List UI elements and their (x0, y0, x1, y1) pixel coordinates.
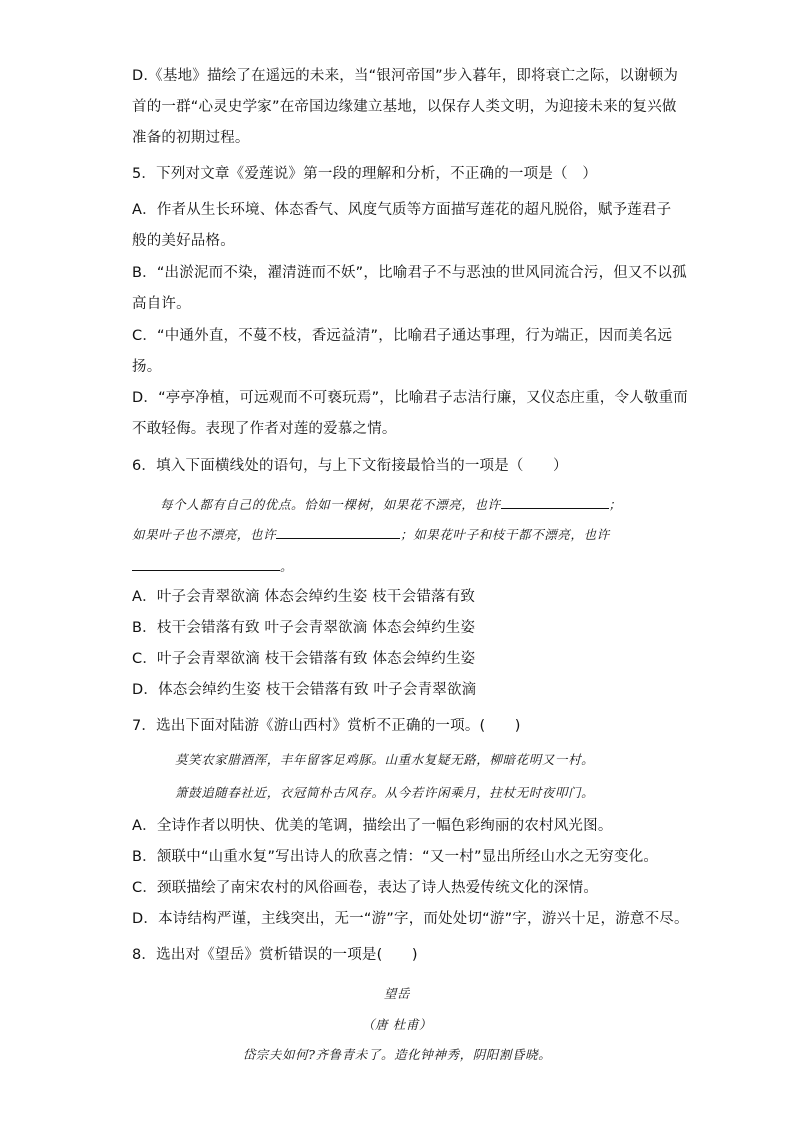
q7-option-b: B．颔联中“山重水复”写出诗人的欣喜之情：“又一村”显出所经山水之无穷变化。 (132, 849, 659, 865)
q6-stem: 6．填入下面横线处的语句，与上下文衔接最恰当的一项是（ ） (132, 458, 568, 474)
q8-poem-line-1: 岱宗夫如何?齐鲁青未了。造化钟神秀，阴阳割昏晓。 (242, 1047, 552, 1062)
q6-passage-text-1: 每个人都有自己的优点。恰如一棵树，如果花不漂亮，也许 (160, 497, 501, 512)
q6-option-a: A．叶子会青翠欲滴 体态会绰约生姿 枝干会错落有致 (132, 589, 476, 605)
q8-stem: 8．选出对《望岳》赏析错误的一项是( ) (132, 947, 418, 963)
q6-option-b: B．枝干会错落有致 叶子会青翠欲滴 体态会绰约生姿 (132, 620, 476, 636)
q5-option-c-line-1: C．“中通外直，不蔓不枝，香远益清”，比喻君子通达事理，行为端正，因而美名远 (132, 328, 673, 344)
q5-option-a-line-2: 般的美好品格。 (132, 233, 235, 249)
q6-passage-text-2: ； (608, 497, 622, 512)
q8-poem-author: （唐 杜甫） (361, 1017, 433, 1032)
q4-option-d-line-3: 准备的初期过程。 (132, 130, 250, 146)
q6-passage-text-5: 。 (280, 559, 294, 574)
q6-passage-line-2 (132, 524, 610, 544)
q6-passage-text-4: ；如果花叶子和枝干都不漂亮，也许 (400, 527, 610, 542)
q6-passage-text-3: 如果叶子也不漂亮，也许 (132, 527, 277, 542)
q7-stem: 7．选出下面对陆游《游山西村》赏析不正确的一项。( ) (132, 718, 521, 734)
q6-blank-1 (501, 494, 609, 509)
q5-option-c-line-2: 扬。 (132, 359, 162, 375)
q4-option-d-line-1: D.《基地》描绘了在遥远的未来，当“银河帝国”步入暮年，即将衰亡之际，以谢顿为 (132, 68, 679, 84)
q6-passage-line-3 (132, 556, 293, 576)
q7-option-c: C．颈联描绘了南宋农村的风俗画卷，表达了诗人热爱传统文化的深情。 (132, 880, 599, 896)
q7-option-a: A．全诗作者以明快、优美的笔调，描绘出了一幅色彩绚丽的农村风光图。 (132, 818, 613, 834)
q5-option-a-line-1: A．作者从生长环境、体态香气、风度气质等方面描写莲花的超凡脱俗，赋予莲君子 (132, 202, 672, 218)
q8-poem-title: 望岳 (383, 986, 411, 1001)
q6-passage-line-1 (160, 494, 622, 514)
q7-poem-line-2: 箫鼓追随春社近，衣冠简朴古风存。从今若许闲乘月，拄杖无时夜叩门。 (175, 785, 595, 800)
q6-blank-2 (276, 524, 400, 539)
q6-option-c: C．叶子会青翠欲滴 枝干会错落有致 体态会绰约生姿 (132, 651, 476, 667)
q5-option-d-line-2: 不敢轻侮。表现了作者对莲的爱慕之情。 (132, 421, 397, 437)
q4-option-d-line-2: 首的一群“心灵史学家”在帝国边缘建立基地，以保存人类文明，为迎接未来的复兴做 (132, 99, 677, 115)
q5-option-d-line-1: D．“亭亭净植，可远观而不可亵玩焉”，比喻君子志洁行廉，又仪态庄重，令人敬重而 (132, 390, 688, 406)
q6-blank-3 (132, 556, 280, 571)
q5-stem: 5．下列对文章《爱莲说》第一段的理解和分析，不正确的一项是（ ） (132, 166, 598, 182)
q7-option-d: D．本诗结构严谨，主线突出，无一“游”字，而处处切“游”字，游兴十足，游意不尽。 (132, 911, 689, 927)
q6-option-d: D．体态会绰约生姿 枝干会错落有致 叶子会青翠欲滴 (132, 682, 477, 698)
q5-option-b-line-1: B．“出淤泥而不染，濯清涟而不妖”，比喻君子不与恶浊的世风同流合污，但又不以孤 (132, 265, 687, 281)
q7-poem-line-1: 莫笑农家腊酒浑，丰年留客足鸡豚。山重水复疑无路，柳暗花明又一村。 (175, 752, 595, 767)
q5-option-b-line-2: 高自许。 (132, 296, 191, 312)
